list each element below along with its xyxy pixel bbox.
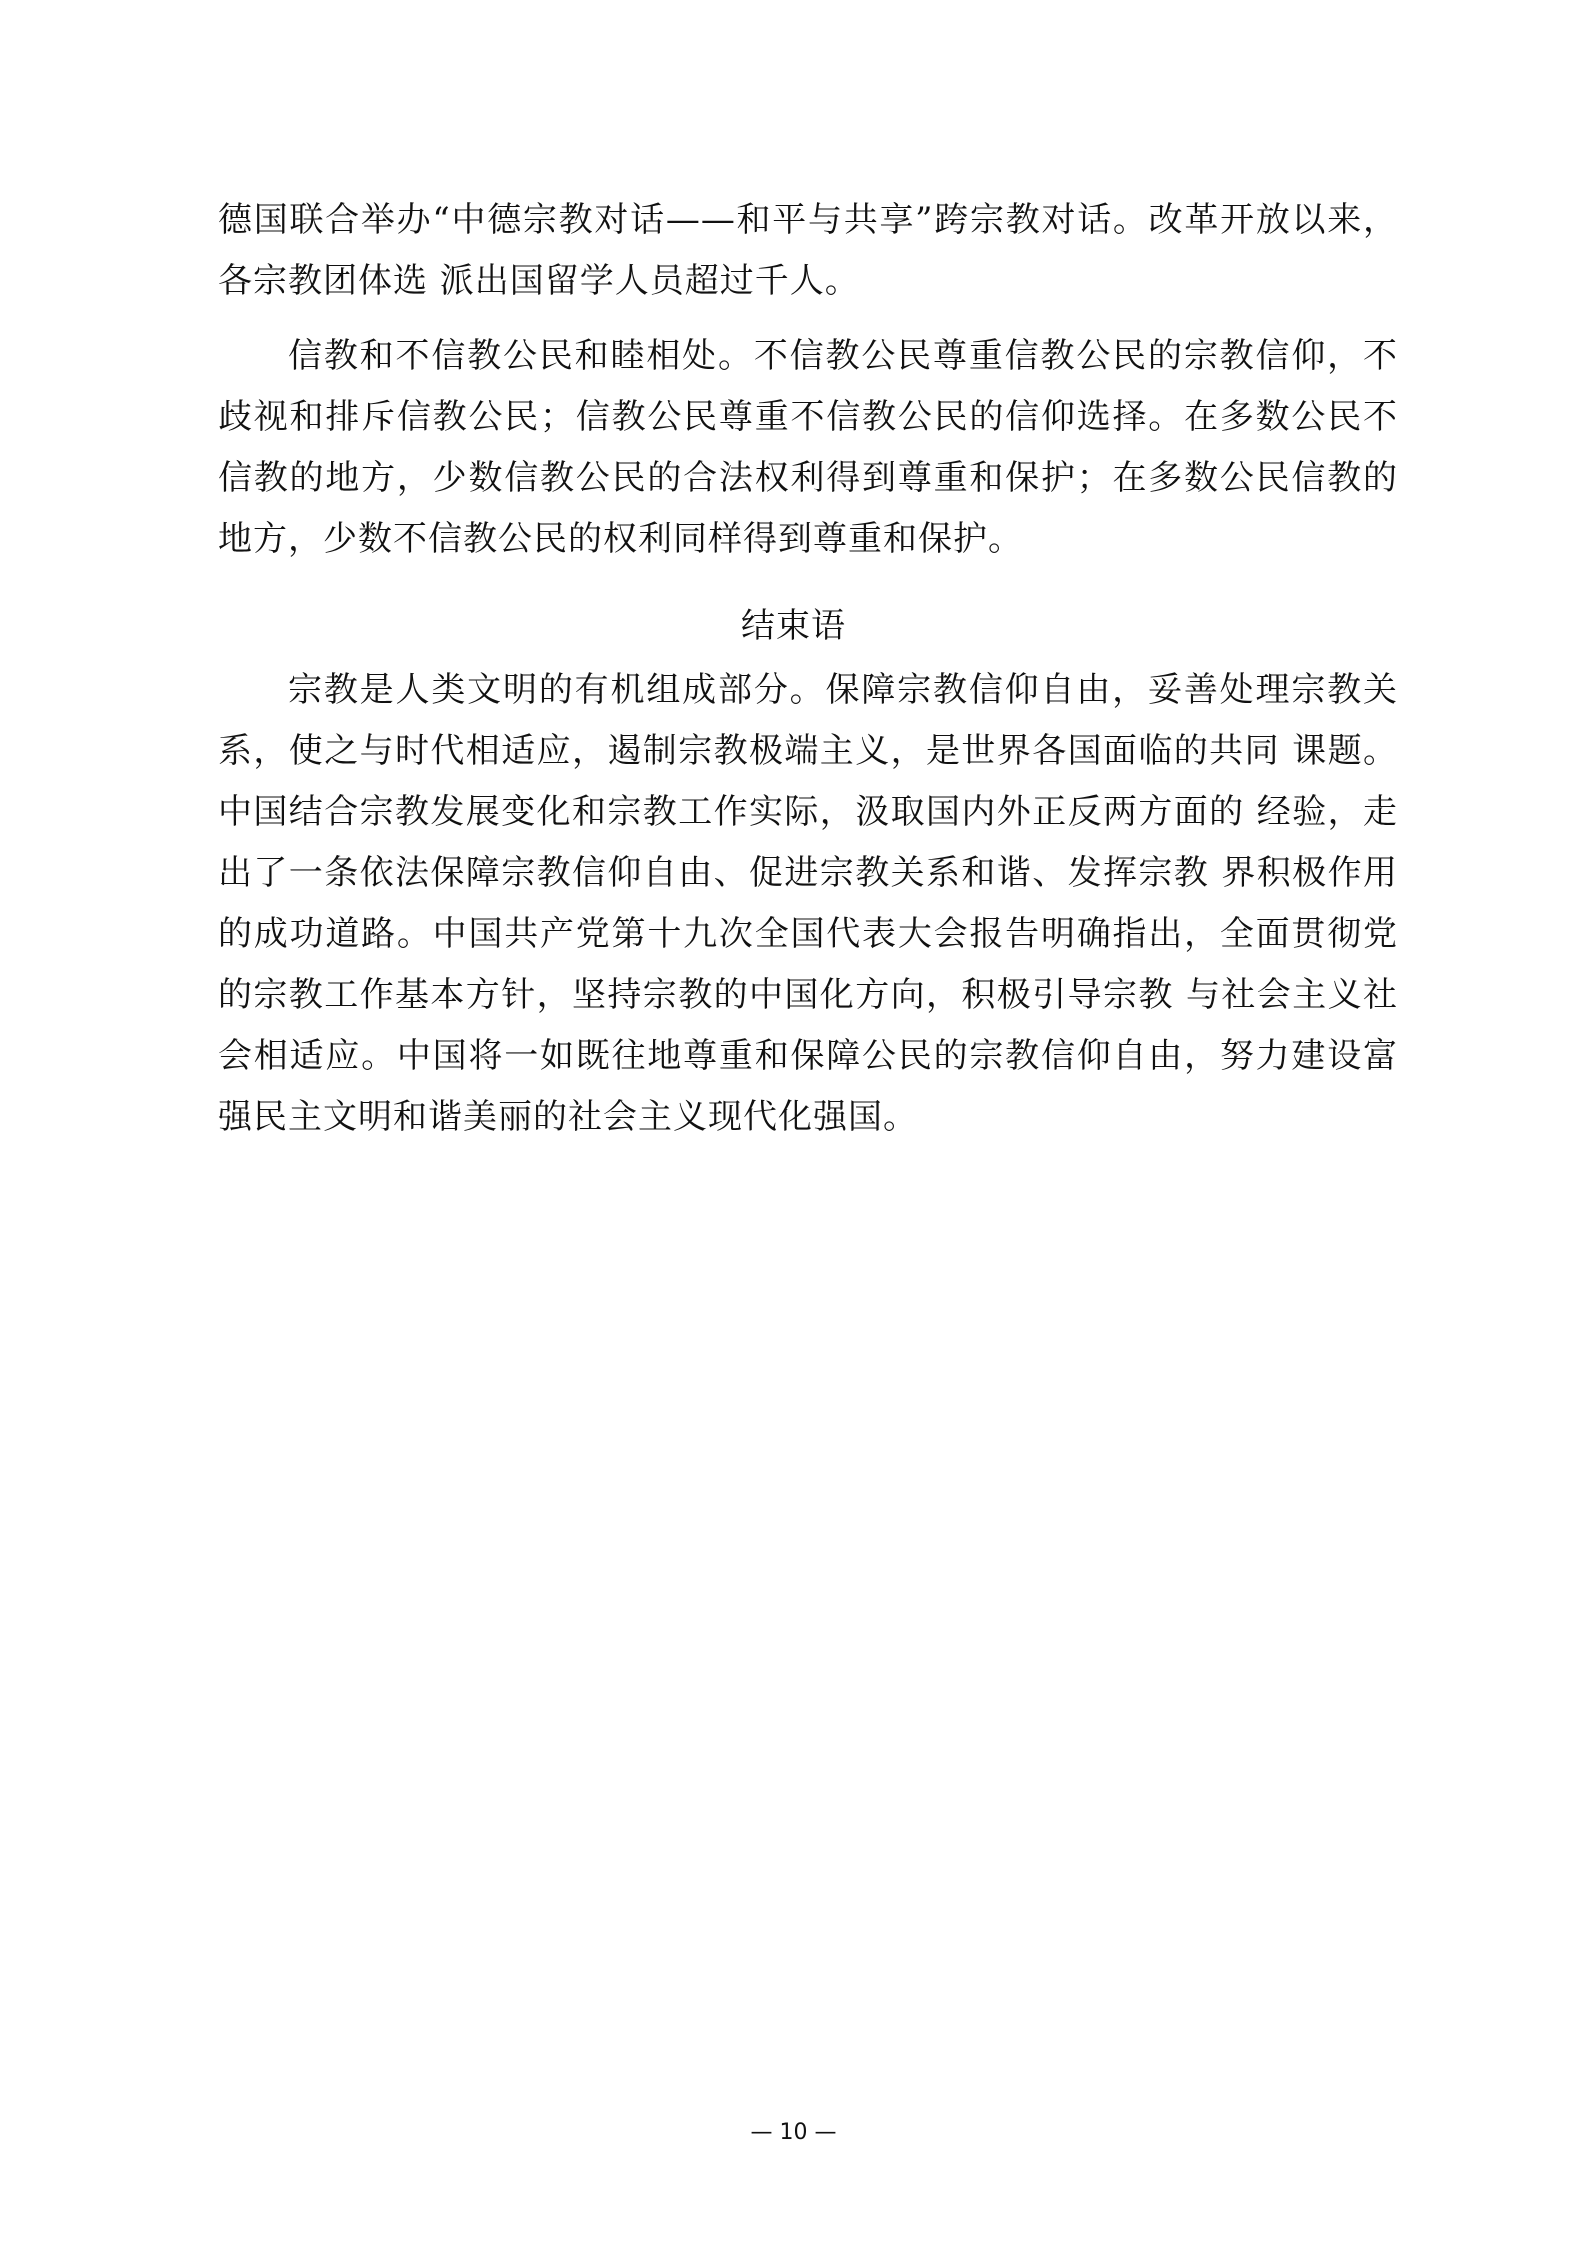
page-number: — 10 — [750, 2120, 837, 2145]
closing-paragraph: 宗教是人类文明的有机组成部分。保障宗教信仰自由，妥善处理宗教关系，使之与时代相适应，遏制宗教极端主义，是世界各国面临的共同 课题。中国结合宗教发展变化和宗教工作实际，汲取国内外正反两方面的 经验，走出了一条依法保障宗教信仰自由、促进宗教关系和谐、发挥宗教 界积极作用的成功道路。中国共产党第十九次全国代表大会报告明确指出，全面贯彻党的宗教工作基本方针，坚持宗教的中国化方向，积极引导宗教 与社会主义社会相适应。中国将一如既往地尊重和保障公民的宗教信仰自由，努力建设富强民主文明和谐美丽的社会主义现代化强国。 [218, 670, 1398, 1137]
body-paragraph-continuation: 德国联合举办“中德宗教对话——和平与共享”跨宗教对话。改革开放以来，各宗教团体选 派出国留学人员超过千人。 [218, 200, 1398, 301]
body-paragraph-believers: 信教和不信教公民和睦相处。不信教公民尊重信教公民的宗教信仰，不歧视和排斥信教公民；信教公民尊重不信教公民的信仰选择。在多数公民不信教的地方，少数信教公民的合法权利得到尊重和保护；在多数公民信教的地方，少数不信教公民的权利同样得到尊重和保护。 [218, 336, 1398, 559]
section-heading: 结束语 [741, 606, 846, 646]
